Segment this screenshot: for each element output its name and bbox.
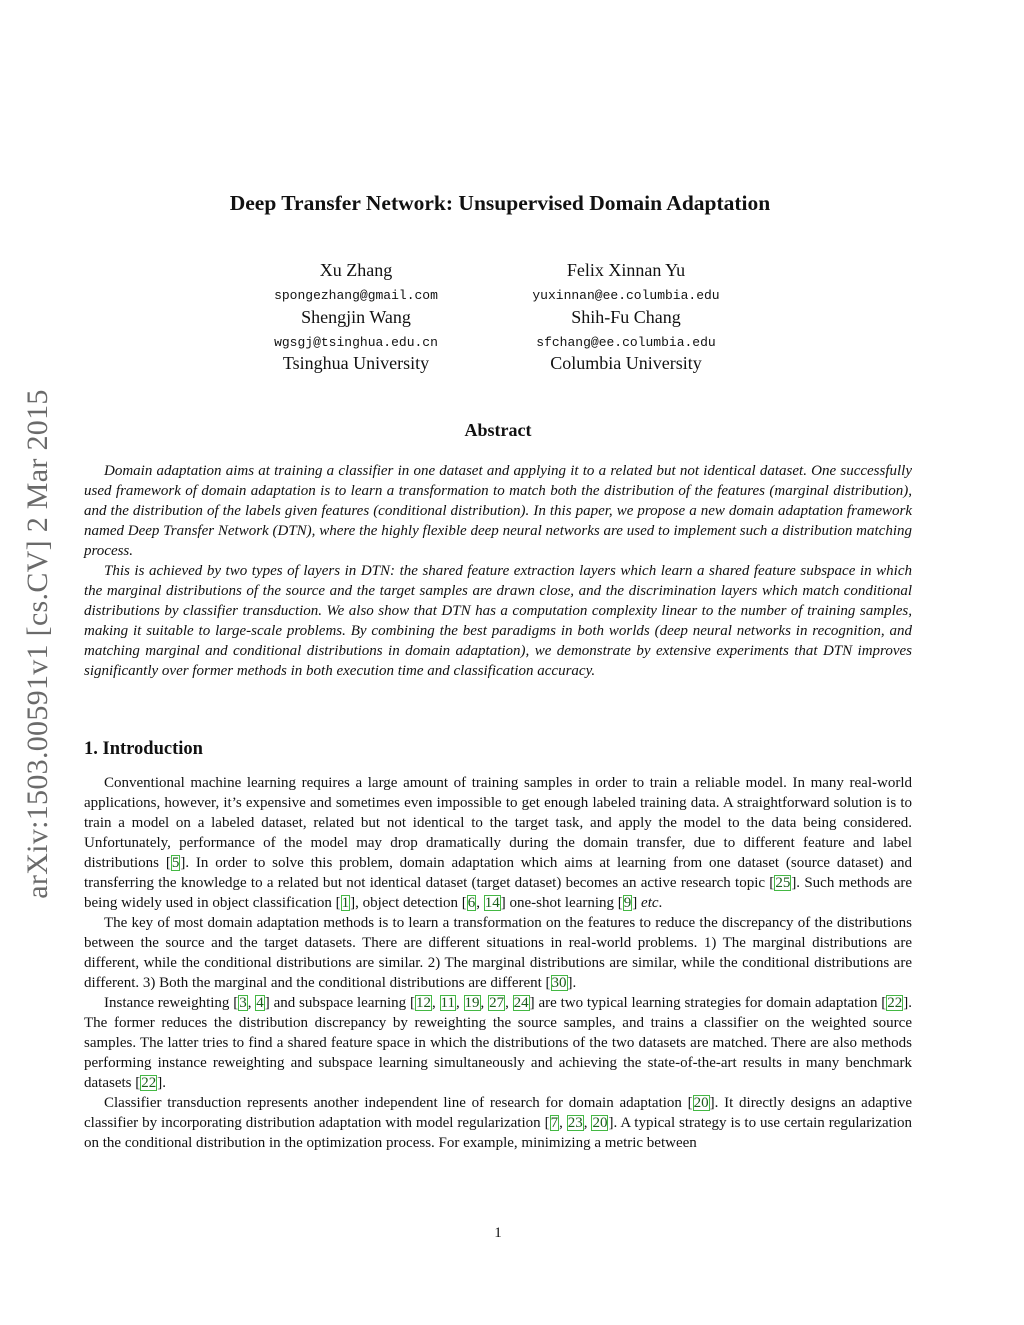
- citation-link[interactable]: 22: [887, 995, 903, 1011]
- arxiv-stamp-text: arXiv:1503.00591v1 [cs.CV] 2 Mar 2015: [21, 389, 54, 899]
- affiliation-tsinghua: Tsinghua University: [282, 353, 430, 373]
- author-email: wgsgj@tsinghua.edu.cn: [274, 335, 438, 350]
- author-xu-zhang: [226, 260, 486, 305]
- introduction-body: [84, 773, 912, 1153]
- citation-link[interactable]: 11: [440, 995, 455, 1011]
- intro-paragraph: The key of most domain adaptation methods is to learn a transformation on the features to reduce the discrepancy of the distributions between the source and the target datasets. There are different situations in real-world problems. 1) The marginal distributions are different, while the conditional distributions are similar. 2) The marginal distributions are similar, while the conditional distributions are different. 3) Both the marginal and the conditional distributions are different [30].: [84, 915, 912, 991]
- citation-link[interactable]: 25: [775, 875, 791, 891]
- author-shengjin-wang: [226, 307, 486, 352]
- author-shih-fu-chang: [496, 307, 756, 352]
- citation-link[interactable]: 27: [489, 995, 505, 1011]
- section-heading-introduction: 1. Introduction: [84, 739, 203, 759]
- author-email: yuxinnan@ee.columbia.edu: [532, 288, 720, 303]
- page-number: 1: [494, 1225, 502, 1241]
- citation-link[interactable]: 23: [567, 1115, 583, 1131]
- intro-paragraph: Instance reweighting [3, 4] and subspace learning [12, 11, 19, 27, 24] are two typical learning strategies for domain adaptation [22]. The former reduces the distribution discrepancy by reweighting the source samples, and trains a classifier on the weighted source samples. The latter tries to find a shared feature space in which the distributions of the two datasets are matched. There are also methods performing instance reweighting and subspace learning simultaneously and achieving the state-of-the-art results in many benchmark datasets [22].: [84, 995, 913, 1091]
- citation-link[interactable]: 20: [693, 1095, 709, 1111]
- author-name: Felix Xinnan Yu: [566, 260, 686, 280]
- abstract-heading: Abstract: [464, 420, 532, 440]
- author-email: spongezhang@gmail.com: [274, 288, 438, 303]
- intro-paragraph: Classifier transduction represents another independent line of research for domain adaptation [20]. It directly designs an adaptive classifier by incorporating distribution adaptation with model regularization [7, 23, 20]. A typical strategy is to use certain regularization on the conditional distribution in the optimization process. For example, minimizing a metric between: [84, 1095, 913, 1151]
- author-felix-yu: [496, 260, 756, 305]
- citation-link[interactable]: 22: [141, 1075, 157, 1091]
- abstract-body: [84, 461, 912, 681]
- citation-link[interactable]: 3: [239, 995, 247, 1011]
- citation-link[interactable]: 12: [415, 995, 431, 1011]
- citation-link[interactable]: 6: [467, 895, 476, 911]
- affiliation-columbia: Columbia University: [550, 353, 702, 373]
- citation-link[interactable]: 19: [464, 995, 480, 1011]
- citation-link[interactable]: 24: [513, 995, 529, 1011]
- abstract-paragraph: Domain adaptation aims at training a classifier in one dataset and applying it to a related but not identical dataset. One successfully used framework of domain adaptation is to learn a transformation to match both the distribution of the features (marginal distribution), and the distribution of the labels given features (conditional distribution). In this paper, we propose a new domain adaptation framework named Deep Transfer Network (DTN), where the highly flexible deep neural networks are used to implement such a distribution matching process.: [84, 463, 912, 559]
- author-name: Xu Zhang: [319, 260, 393, 280]
- paper-title: Deep Transfer Network: Unsupervised Domain Adaptation: [229, 191, 771, 215]
- arxiv-stamp: [18, 358, 58, 930]
- citation-link[interactable]: 20: [592, 1115, 608, 1131]
- citation-link[interactable]: 4: [256, 995, 264, 1011]
- citation-link[interactable]: 30: [551, 975, 567, 991]
- abstract-paragraph: This is achieved by two types of layers in DTN: the shared feature extraction layers which learn a shared feature subspace in which the marginal distributions of the source and the target samples are drawn close, and the discrimination layers which match conditional distributions by classifier transduction. We also show that DTN has a computation complexity linear to the number of training samples, making it suitable to large-scale problems. By combining the best paradigms in both worlds (deep neural networks in recognition, and matching marginal and conditional distributions in domain adaptation), we demonstrate by extensive experiments that DTN improves significantly over former methods in both execution time and classification accuracy.: [84, 563, 912, 679]
- author-email: sfchang@ee.columbia.edu: [536, 335, 716, 350]
- author-name: Shih-Fu Chang: [571, 307, 681, 327]
- citation-link[interactable]: 7: [550, 1115, 559, 1131]
- citation-link[interactable]: 1: [341, 895, 350, 911]
- citation-link[interactable]: 5: [171, 855, 180, 871]
- intro-paragraph: Conventional machine learning requires a large amount of training samples in order to train a reliable model. In many real-world applications, however, it’s expensive and sometimes even impossible to get enough labeled training data. A straightforward solution is to train a model on a labeled dataset, related but not identical to the target task, and apply the model to the data being considered. Unfortunately, performance of the model may drop dramatically during the domain transfer, due to different feature and label distributions [5]. In order to solve this problem, domain adaptation which aims at learning from one dataset (source dataset) and transferring the knowledge to a related but not identical dataset (target dataset) becomes an active research topic [25]. Such methods are being widely used in object classification [1], object detection [6, 14] one-shot learning [9] etc.: [84, 775, 912, 911]
- author-name: Shengjin Wang: [301, 307, 411, 327]
- citation-link[interactable]: 14: [484, 895, 500, 911]
- citation-link[interactable]: 9: [623, 895, 632, 911]
